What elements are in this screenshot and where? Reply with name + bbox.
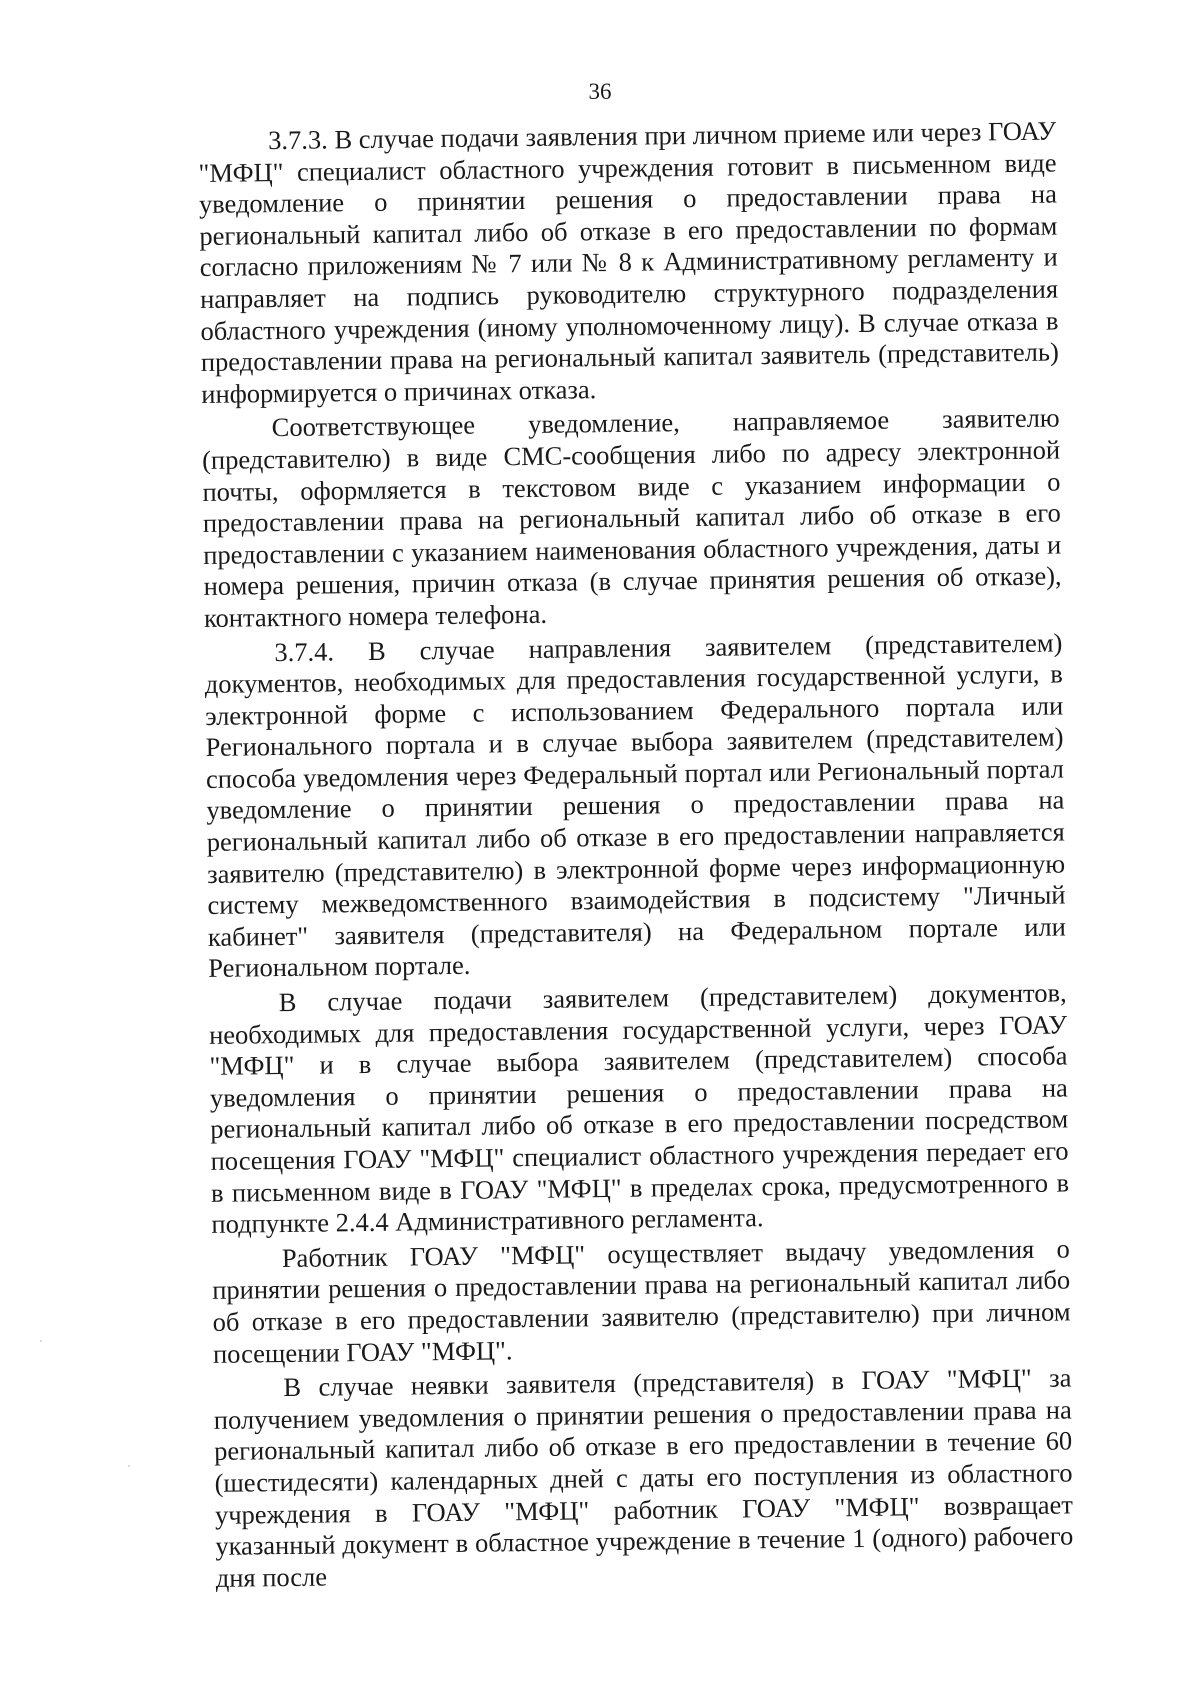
scan-speck: [128, 1465, 130, 1467]
paragraph-3-7-4: 3.7.4. В случае направления заявителем (представителем) документов, необходимых для предоставления государственной услуги, в электронной форме с использованием Федерального портала или Регионального портала и в случае выбора заявителем (представителем) способа уведомления через Федеральный портал или Региональный портал уведомление о принятии решения о предоставлении права на региональный капитал либо об отказе в его предоставлении направляется заявителю (представителю) в электронной форме через информационную систему межведомственного взаимодействия в подсистему "Личный кабинет" заявителя (представителя) на Федеральном портале или Региональном портале.: [204, 626, 1067, 984]
paragraph-non-appearance: В случае неявки заявителя (представителя) в ГОАУ "МФЦ" за получением уведомления о принятии решения о предоставлении права на региональный капитал либо об отказе в его предоставлении в течение 60 (шестидесяти) календарных дней с даты его поступления из областного учреждения в ГОАУ "МФЦ" работник ГОАУ "МФЦ" возвращает указанный документ в областное учреждение в течение 1 (одного) рабочего дня после: [213, 1362, 1074, 1593]
paragraph-mfc-submission: В случае подачи заявителем (представителем) документов, необходимых для предоставления государственной услуги, через ГОАУ "МФЦ" и в случае выбора заявителем (представителем) способа уведомления о принятии решения о предоставлении права на региональный капитал либо об отказе в его предоставлении посредством посещения ГОАУ "МФЦ" специалист областного учреждения передает его в письменном виде в ГОАУ "МФЦ" в пределах срока, предусмотренного в подпункте 2.4.4 Административного регламента.: [208, 977, 1070, 1240]
document-body: [198, 116, 1074, 1595]
paragraph-3-7-3: 3.7.3. В случае подачи заявления при личном приеме или через ГОАУ "МФЦ" специалист областного учреждения готовит в письменном виде уведомление о принятии решения о предоставлении права на региональный капитал либо об отказе в его предоставлении по формам согласно приложениям № 7 или № 8 к Административному регламенту и направляет на подпись руководителю структурного подразделения областного учреждения (иному уполномоченному лицу). В случае отказа в предоставлении права на региональный капитал заявитель (представитель) информируется о причинах отказа.: [198, 115, 1060, 409]
scan-speck: [40, 1340, 42, 1342]
paragraph-mfc-issuance: Работник ГОАУ "МФЦ" осуществляет выдачу уведомления о принятии решения о предоставлении права на региональный капитал либо об отказе в его предоставлении заявителю (представителю) при личном посещении ГОАУ "МФЦ".: [212, 1233, 1071, 1369]
page-number: 36: [588, 79, 612, 104]
paragraph-notification-sms: Соответствующее уведомление, направляемое заявителю (представителю) в виде СМС-сообщения либо по адресу электронной почты, оформляется в текстовом виде с указанием информации о предоставлении права на региональный капитал либо об отказе в его предоставлении с указанием наименования областного учреждения, даты и номера решения, причин отказа (в случае принятия решения об отказе), контактного номера телефона.: [201, 402, 1062, 633]
